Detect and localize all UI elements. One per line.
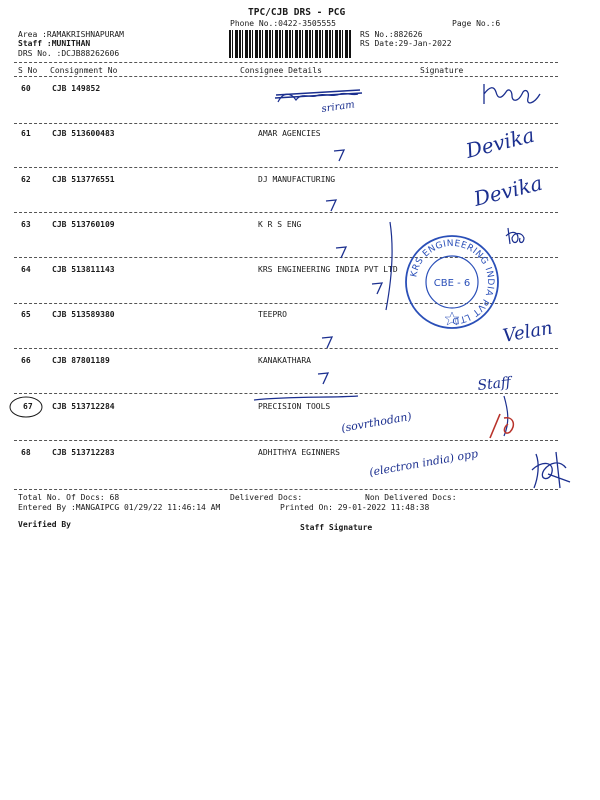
row-sno: 62 xyxy=(21,175,31,184)
drs-number: DRS No. :DCJB88262606 xyxy=(18,49,120,58)
tick-mark xyxy=(330,145,350,165)
staff-label: Staff :MUNITHAN xyxy=(18,39,91,48)
handwritten-name xyxy=(270,80,370,120)
divider xyxy=(14,76,558,77)
svg-text:sriram: sriram xyxy=(320,99,356,115)
verified-by: Verified By xyxy=(18,520,71,529)
entered-by: Entered By :MANGAIPCG 01/29/22 11:46:14 AM xyxy=(18,503,221,512)
row-consignee: DJ MANUFACTURING xyxy=(258,175,336,184)
divider xyxy=(14,123,558,124)
phone-number: Phone No.:0422-3505555 xyxy=(230,19,336,28)
row-consignment: CJB 513712283 xyxy=(52,448,115,457)
svg-text:KRS ENGINEERING INDIA PVT LTD: KRS ENGINEERING INDIA PVT LTD xyxy=(409,238,496,326)
row-consignee: AMAR AGENCIES xyxy=(258,129,321,138)
col-consignee: Consignee Details xyxy=(240,66,322,75)
signature xyxy=(502,222,532,252)
svg-text:Staff: Staff xyxy=(476,374,512,394)
divider xyxy=(14,62,558,63)
signature xyxy=(478,80,548,110)
row-consignment: CJB 513760109 xyxy=(52,220,115,229)
row-sno: 67 xyxy=(23,402,33,411)
printed-on: Printed On: 29-01-2022 11:48:38 xyxy=(280,503,430,512)
area-label: Area :RAMAKRISHNAPURAM xyxy=(18,30,124,39)
signature xyxy=(470,172,560,217)
col-sno: S No xyxy=(18,66,38,75)
row-consignment: CJB 513712284 xyxy=(52,402,115,411)
signature xyxy=(500,312,570,352)
row-sno: 68 xyxy=(21,448,31,457)
row-sno: 60 xyxy=(21,84,31,93)
divider xyxy=(14,348,558,349)
row-sno: 61 xyxy=(21,129,31,138)
svg-text:CBE - 6: CBE - 6 xyxy=(433,278,471,289)
row-sno: 64 xyxy=(21,265,31,274)
svg-text:Devika: Devika xyxy=(463,122,537,163)
row-consignee: PRECISION TOOLS xyxy=(258,402,331,411)
row-consignment: CJB 513589380 xyxy=(52,310,115,319)
row-consignee: KRS ENGINEERING INDIA PVT LTD xyxy=(258,265,398,274)
page-number: Page No.:6 xyxy=(452,19,501,28)
row-consignee: ADHITHYA EGINNERS xyxy=(258,448,340,457)
tick-mark xyxy=(332,242,352,262)
row-sno: 66 xyxy=(21,356,31,365)
signature xyxy=(474,366,534,446)
signature xyxy=(526,444,576,494)
col-consignment: Consignment No xyxy=(50,66,118,75)
tick-mark xyxy=(322,195,342,215)
barcode xyxy=(229,30,351,58)
signature xyxy=(462,122,552,171)
row-consignee: TEEPRO xyxy=(258,310,287,319)
row-consignment: CJB 513776551 xyxy=(52,175,115,184)
handwritten-note xyxy=(360,440,490,490)
non-delivered-docs: Non Delivered Docs: xyxy=(365,493,457,502)
rs-date: RS Date:29-Jan-2022 xyxy=(360,39,452,48)
circle-mark xyxy=(6,394,46,420)
svg-text:(electron india) opp: (electron india) opp xyxy=(368,447,479,479)
total-docs: Total No. Of Docs: 68 xyxy=(18,493,120,502)
col-signature: Signature xyxy=(420,66,464,75)
delivered-docs: Delivered Docs: xyxy=(230,493,303,502)
staff-signature-label: Staff Signature xyxy=(300,523,373,532)
row-consignment: CJB 513811143 xyxy=(52,265,115,274)
rs-number: RS No.:882626 xyxy=(360,30,423,39)
tick-mark xyxy=(314,368,334,388)
row-consignee: K R S ENG xyxy=(258,220,302,229)
row-consignee: KANAKATHARA xyxy=(258,356,311,365)
handwritten-note xyxy=(250,392,413,442)
row-sno: 63 xyxy=(21,220,31,229)
tick-mark xyxy=(318,332,338,352)
svg-text:Devika: Devika xyxy=(471,170,545,211)
row-sno: 65 xyxy=(21,310,31,319)
svg-text:(sovrthodan): (sovrthodan) xyxy=(340,409,413,435)
row-consignment: CJB 87801189 xyxy=(52,356,110,365)
row-consignment: CJB 149852 xyxy=(52,84,101,93)
svg-text:Velan: Velan xyxy=(501,317,555,347)
row-consignment: CJB 513600483 xyxy=(52,129,115,138)
company-stamp xyxy=(402,232,502,332)
report-title: TPC/CJB DRS - PCG xyxy=(248,7,346,18)
